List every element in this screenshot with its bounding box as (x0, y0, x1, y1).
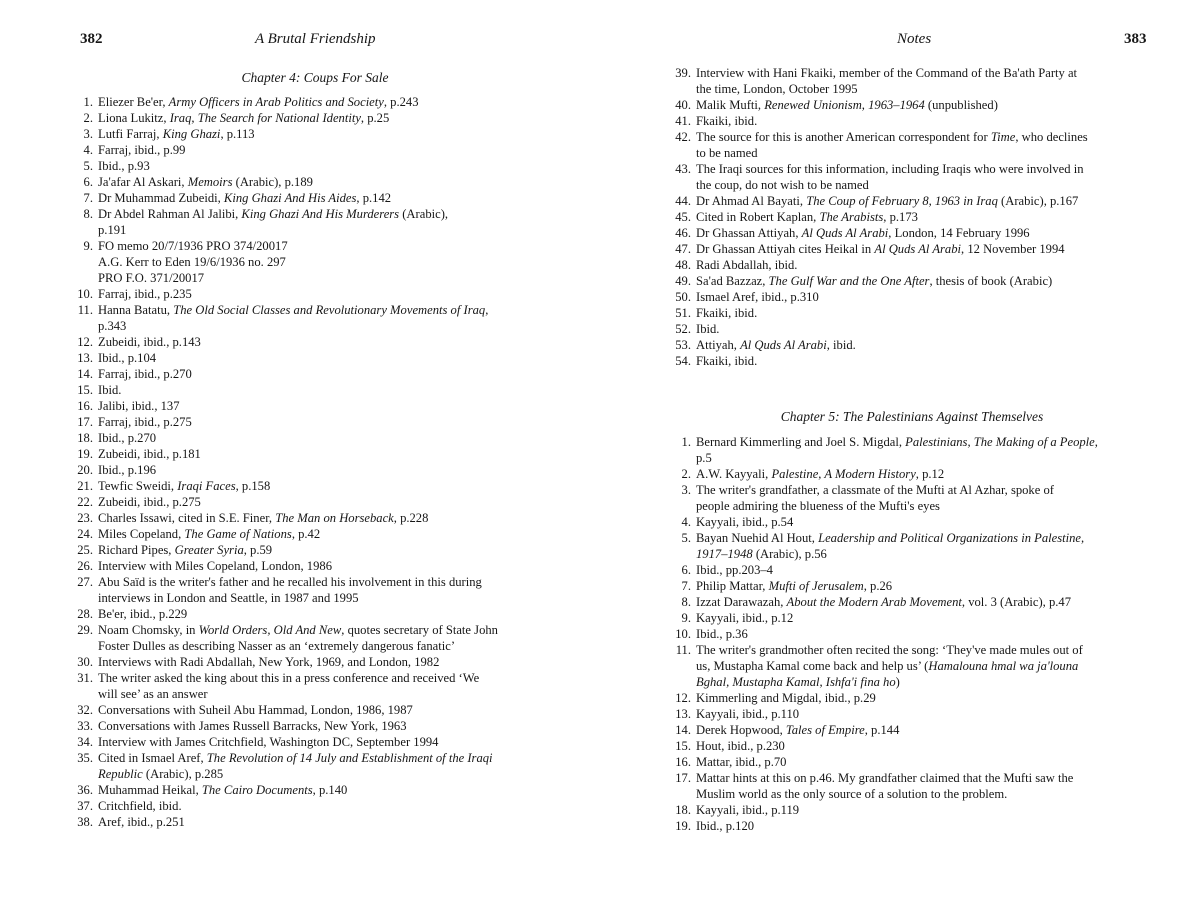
note-item (72, 750, 550, 782)
note-number: 22. (77, 495, 93, 509)
note-item (72, 382, 550, 398)
note-number: 7. (681, 579, 691, 593)
note-item (72, 462, 550, 478)
note-item (72, 350, 550, 366)
note-item (72, 654, 550, 670)
note-number: 10. (675, 627, 691, 641)
note-number: 30. (77, 655, 93, 669)
note-number: 32. (77, 703, 93, 717)
note-text: Interviews with Radi Abdallah, New York, 1969, and London, 1982 (98, 655, 440, 669)
note-number: 4. (681, 515, 691, 529)
note-item (72, 430, 550, 446)
note-number: 33. (77, 719, 93, 733)
note-number: 39. (675, 66, 691, 80)
note-text: Fkaiki, ibid. (696, 354, 758, 368)
note-number: 40. (675, 98, 691, 112)
note-text: Kayyali, ibid., p.54 (696, 515, 794, 529)
note-item (670, 337, 1155, 353)
chapter-heading: Chapter 4: Coups For Sale (241, 70, 389, 85)
note-number: 6. (83, 175, 93, 189)
note-text: Ibid. (696, 322, 720, 336)
note-text: Ibid., p.196 (98, 463, 157, 477)
note-number: 23. (77, 511, 93, 525)
left-page (0, 0, 597, 898)
note-text: Ismael Aref, ibid., p.310 (696, 290, 819, 304)
note-number: 35. (77, 751, 93, 765)
note-number: 41. (675, 114, 691, 128)
note-number: 1. (681, 435, 691, 449)
note-number: 5. (83, 159, 93, 173)
note-number: 12. (675, 691, 691, 705)
note-item (670, 738, 1155, 754)
note-item (670, 722, 1155, 738)
note-item (670, 209, 1155, 225)
note-text: Cited in Ismael Aref, The Revolution of 14 July and Establishment of the Iraqi Republic (Arabic), p.285 (98, 751, 493, 781)
note-number: 17. (77, 415, 93, 429)
note-item (670, 129, 1155, 161)
note-item (670, 802, 1155, 818)
note-number: 18. (77, 431, 93, 445)
note-text: Abu Saïd is the writer's father and he recalled his involvement in this during interviews in London and Seattle, in 1987 and 1995 (98, 575, 482, 605)
note-item (72, 158, 550, 174)
note-text: Ibid., p.120 (696, 819, 755, 833)
note-text: Farraj, ibid., p.99 (98, 143, 186, 157)
note-text: Malik Mufti, Renewed Unionism, 1963–1964 (unpublished) (696, 98, 998, 112)
note-text: The writer asked the king about this in a press conference and received ‘We will see’ as an answer (98, 671, 480, 701)
notes-list-continued (670, 65, 1155, 369)
note-item (670, 514, 1155, 530)
note-text: Ibid., p.36 (696, 627, 748, 641)
note-text: Dr Abdel Rahman Al Jalibi, King Ghazi And His Murderers (Arabic), p.191 (98, 207, 449, 237)
note-item (670, 466, 1155, 482)
note-text: The Iraqi sources for this information, including Iraqis who were involved in the coup, do not wish to be named (696, 162, 1084, 192)
note-number: 15. (675, 739, 691, 753)
note-text: Kayyali, ibid., p.12 (696, 611, 794, 625)
note-item (72, 814, 550, 830)
note-number: 47. (675, 242, 691, 256)
note-number: 36. (77, 783, 93, 797)
note-item (670, 241, 1155, 257)
note-item (670, 65, 1155, 97)
note-text: Sa'ad Bazzaz, The Gulf War and the One After, thesis of book (Arabic) (696, 274, 1053, 288)
note-text: The source for this is another American correspondent for Time, who declines to be named (696, 130, 1088, 160)
note-item (72, 446, 550, 462)
note-item (72, 190, 550, 206)
note-number: 14. (77, 367, 93, 381)
note-item (670, 305, 1155, 321)
note-item (670, 321, 1155, 337)
note-number: 43. (675, 162, 691, 176)
note-number: 11. (675, 643, 691, 657)
note-number: 10. (77, 287, 93, 301)
note-text: Bayan Nuehid Al Hout, Leadership and Political Organizations in Palestine, 1917–1948 (Arabic), p.56 (696, 531, 1085, 561)
note-text: Ibid., p.104 (98, 351, 157, 365)
note-text: Mattar hints at this on p.46. My grandfather claimed that the Mufti saw the Muslim world as the only source of a solution to the problem. (696, 771, 1074, 801)
note-text: Dr Ahmad Al Bayati, The Coup of February 8, 1963 in Iraq (Arabic), p.167 (696, 194, 1079, 208)
note-text: Critchfield, ibid. (98, 799, 182, 813)
note-number: 15. (77, 383, 93, 397)
running-head: A Brutal Friendship (255, 31, 376, 47)
note-item (670, 97, 1155, 113)
note-text: Dr Ghassan Attiyah cites Heikal in Al Quds Al Arabi, 12 November 1994 (696, 242, 1065, 256)
note-number: 3. (681, 483, 691, 497)
note-item (72, 782, 550, 798)
note-text: Attiyah, Al Quds Al Arabi, ibid. (696, 338, 856, 352)
note-item (72, 622, 550, 654)
note-text: Conversations with Suheil Abu Hammad, London, 1986, 1987 (98, 703, 413, 717)
note-item (670, 257, 1155, 273)
note-text: Kayyali, ibid., p.110 (696, 707, 800, 721)
note-item (670, 434, 1155, 466)
note-number: 42. (675, 130, 691, 144)
note-text: Mattar, ibid., p.70 (696, 755, 787, 769)
note-item (72, 558, 550, 574)
note-item (72, 574, 550, 606)
note-item (670, 626, 1155, 642)
note-item (72, 94, 550, 110)
note-text: Farraj, ibid., p.270 (98, 367, 192, 381)
note-item (72, 302, 550, 334)
note-text: Noam Chomsky, in World Orders, Old And New, quotes secretary of State John Foster Dulles as describing Nasser as an ‘extremely dangerous fanatic’ (98, 623, 498, 653)
note-number: 11. (77, 303, 93, 317)
note-text: Interview with James Critchfield, Washington DC, September 1994 (98, 735, 439, 749)
note-item (670, 754, 1155, 770)
note-number: 8. (681, 595, 691, 609)
note-text: Richard Pipes, Greater Syria, p.59 (98, 543, 273, 557)
note-text: Interview with Hani Fkaiki, member of the Command of the Ba'ath Party at the time, London, October 1995 (696, 66, 1078, 96)
note-item (670, 273, 1155, 289)
note-text: Kimmerling and Migdal, ibid., p.29 (696, 691, 876, 705)
note-number: 9. (681, 611, 691, 625)
note-number: 46. (675, 226, 691, 240)
note-number: 13. (77, 351, 93, 365)
note-text: Fkaiki, ibid. (696, 114, 758, 128)
note-text: Farraj, ibid., p.275 (98, 415, 192, 429)
note-number: 26. (77, 559, 93, 573)
note-number: 54. (675, 354, 691, 368)
note-text: Cited in Robert Kaplan, The Arabists, p.173 (696, 210, 918, 224)
note-text: The writer's grandmother often recited the song: ‘They've made mules out of us, Mustapha Kamal come back and help us’ (Hamalouna hmal wa ja'louna Bghal, Mustapha Kamal, Ishfa'i fina ho) (696, 643, 1083, 689)
note-number: 3. (83, 127, 93, 141)
note-item (72, 606, 550, 622)
note-text: Derek Hopwood, Tales of Empire, p.144 (696, 723, 900, 737)
note-item (72, 238, 550, 286)
note-item (72, 494, 550, 510)
note-number: 12. (77, 335, 93, 349)
note-text: Bernard Kimmerling and Joel S. Migdal, Palestinians, The Making of a People, p.5 (696, 435, 1098, 465)
note-number: 50. (675, 290, 691, 304)
note-item (670, 161, 1155, 193)
note-number: 4. (83, 143, 93, 157)
note-text: Aref, ibid., p.251 (98, 815, 185, 829)
note-number: 16. (675, 755, 691, 769)
note-text: Muhammad Heikal, The Cairo Documents, p.140 (98, 783, 348, 797)
note-text: Jalibi, ibid., 137 (98, 399, 180, 413)
note-item (670, 706, 1155, 722)
note-number: 52. (675, 322, 691, 336)
note-number: 45. (675, 210, 691, 224)
note-number: 31. (77, 671, 93, 685)
note-item (72, 718, 550, 734)
note-item (72, 286, 550, 302)
note-item (670, 690, 1155, 706)
note-text: Ja'afar Al Askari, Memoirs (Arabic), p.189 (98, 175, 313, 189)
note-number: 7. (83, 191, 93, 205)
note-item (670, 193, 1155, 209)
note-text: Dr Muhammad Zubeidi, King Ghazi And His Aides, p.142 (98, 191, 392, 205)
note-number: 51. (675, 306, 691, 320)
note-number: 18. (675, 803, 691, 817)
note-item (670, 594, 1155, 610)
note-text: Ibid. (98, 383, 122, 397)
note-text: Hanna Batatu, The Old Social Classes and Revolutionary Movements of Iraq, p.343 (98, 303, 489, 333)
note-text: Hout, ibid., p.230 (696, 739, 785, 753)
note-text: Tewfic Sweidi, Iraqi Faces, p.158 (98, 479, 271, 493)
note-item (670, 818, 1155, 834)
note-number: 6. (681, 563, 691, 577)
note-number: 2. (681, 467, 691, 481)
note-text: Radi Abdallah, ibid. (696, 258, 798, 272)
note-item (670, 225, 1155, 241)
notes-list (72, 94, 550, 830)
note-text: Conversations with James Russell Barracks, New York, 1963 (98, 719, 407, 733)
note-item (72, 110, 550, 126)
note-item (72, 414, 550, 430)
note-text: Interview with Miles Copeland, London, 1986 (98, 559, 332, 573)
note-text: Ibid., p.93 (98, 159, 150, 173)
note-text: Ibid., pp.203–4 (696, 563, 773, 577)
note-item (72, 142, 550, 158)
note-text: Zubeidi, ibid., p.181 (98, 447, 201, 461)
note-item (72, 510, 550, 526)
note-item (72, 366, 550, 382)
note-number: 21. (77, 479, 93, 493)
note-item (72, 478, 550, 494)
note-number: 14. (675, 723, 691, 737)
note-item (670, 353, 1155, 369)
note-text: Lutfi Farraj, King Ghazi, p.113 (98, 127, 255, 141)
note-text: Izzat Darawazah, About the Modern Arab Movement, vol. 3 (Arabic), p.47 (696, 595, 1072, 609)
note-text: Eliezer Be'er, Army Officers in Arab Politics and Society, p.243 (98, 95, 419, 109)
note-item (670, 530, 1155, 562)
note-number: 27. (77, 575, 93, 589)
note-item (670, 113, 1155, 129)
note-text: A.W. Kayyali, Palestine, A Modern History, p.12 (696, 467, 945, 481)
note-text: Farraj, ibid., p.235 (98, 287, 192, 301)
note-number: 8. (83, 207, 93, 221)
note-text: Charles Issawi, cited in S.E. Finer, The Man on Horseback, p.228 (98, 511, 429, 525)
note-text: FO memo 20/7/1936 PRO 374/20017 A.G. Kerr to Eden 19/6/1936 no. 297 PRO F.O. 371/20017 (98, 239, 288, 285)
note-item (72, 702, 550, 718)
note-text: Be'er, ibid., p.229 (98, 607, 188, 621)
notes-list (670, 434, 1155, 834)
note-text: Philip Mattar, Mufti of Jerusalem, p.26 (696, 579, 893, 593)
note-item (72, 398, 550, 414)
note-item (670, 578, 1155, 594)
note-number: 9. (83, 239, 93, 253)
note-number: 25. (77, 543, 93, 557)
note-number: 24. (77, 527, 93, 541)
note-item (72, 798, 550, 814)
note-number: 28. (77, 607, 93, 621)
note-text: Zubeidi, ibid., p.275 (98, 495, 201, 509)
right-page (597, 0, 1195, 898)
note-number: 29. (77, 623, 93, 637)
note-item (72, 126, 550, 142)
note-item (670, 610, 1155, 626)
note-text: Kayyali, ibid., p.119 (696, 803, 800, 817)
page-number: 383 (1124, 31, 1147, 47)
note-text: Zubeidi, ibid., p.143 (98, 335, 201, 349)
note-item (670, 482, 1155, 514)
running-head: Notes (897, 31, 932, 47)
note-item (72, 734, 550, 750)
note-text: Miles Copeland, The Game of Nations, p.42 (98, 527, 321, 541)
note-number: 1. (83, 95, 93, 109)
note-text: The writer's grandfather, a classmate of the Mufti at Al Azhar, spoke of people admiring the blueness of the Mufti's eyes (696, 483, 1054, 513)
note-number: 20. (77, 463, 93, 477)
note-item (72, 334, 550, 350)
note-number: 19. (77, 447, 93, 461)
note-number: 37. (77, 799, 93, 813)
note-number: 13. (675, 707, 691, 721)
note-text: Fkaiki, ibid. (696, 306, 758, 320)
note-item (72, 174, 550, 190)
note-text: Dr Ghassan Attiyah, Al Quds Al Arabi, London, 14 February 1996 (696, 226, 1030, 240)
note-number: 38. (77, 815, 93, 829)
chapter-heading: Chapter 5: The Palestinians Against Themselves (780, 409, 1044, 424)
note-item (72, 670, 550, 702)
note-number: 34. (77, 735, 93, 749)
note-item (670, 770, 1155, 802)
note-item (72, 542, 550, 558)
note-number: 2. (83, 111, 93, 125)
note-number: 19. (675, 819, 691, 833)
note-number: 16. (77, 399, 93, 413)
page-number: 382 (80, 31, 103, 47)
note-text: Liona Lukitz, Iraq, The Search for National Identity, p.25 (98, 111, 390, 125)
note-item (670, 642, 1155, 690)
note-number: 44. (675, 194, 691, 208)
note-item (72, 206, 550, 238)
note-number: 5. (681, 531, 691, 545)
note-item (670, 562, 1155, 578)
note-number: 49. (675, 274, 691, 288)
note-number: 53. (675, 338, 691, 352)
note-number: 17. (675, 771, 691, 785)
note-number: 48. (675, 258, 691, 272)
note-text: Ibid., p.270 (98, 431, 157, 445)
note-item (670, 289, 1155, 305)
note-item (72, 526, 550, 542)
